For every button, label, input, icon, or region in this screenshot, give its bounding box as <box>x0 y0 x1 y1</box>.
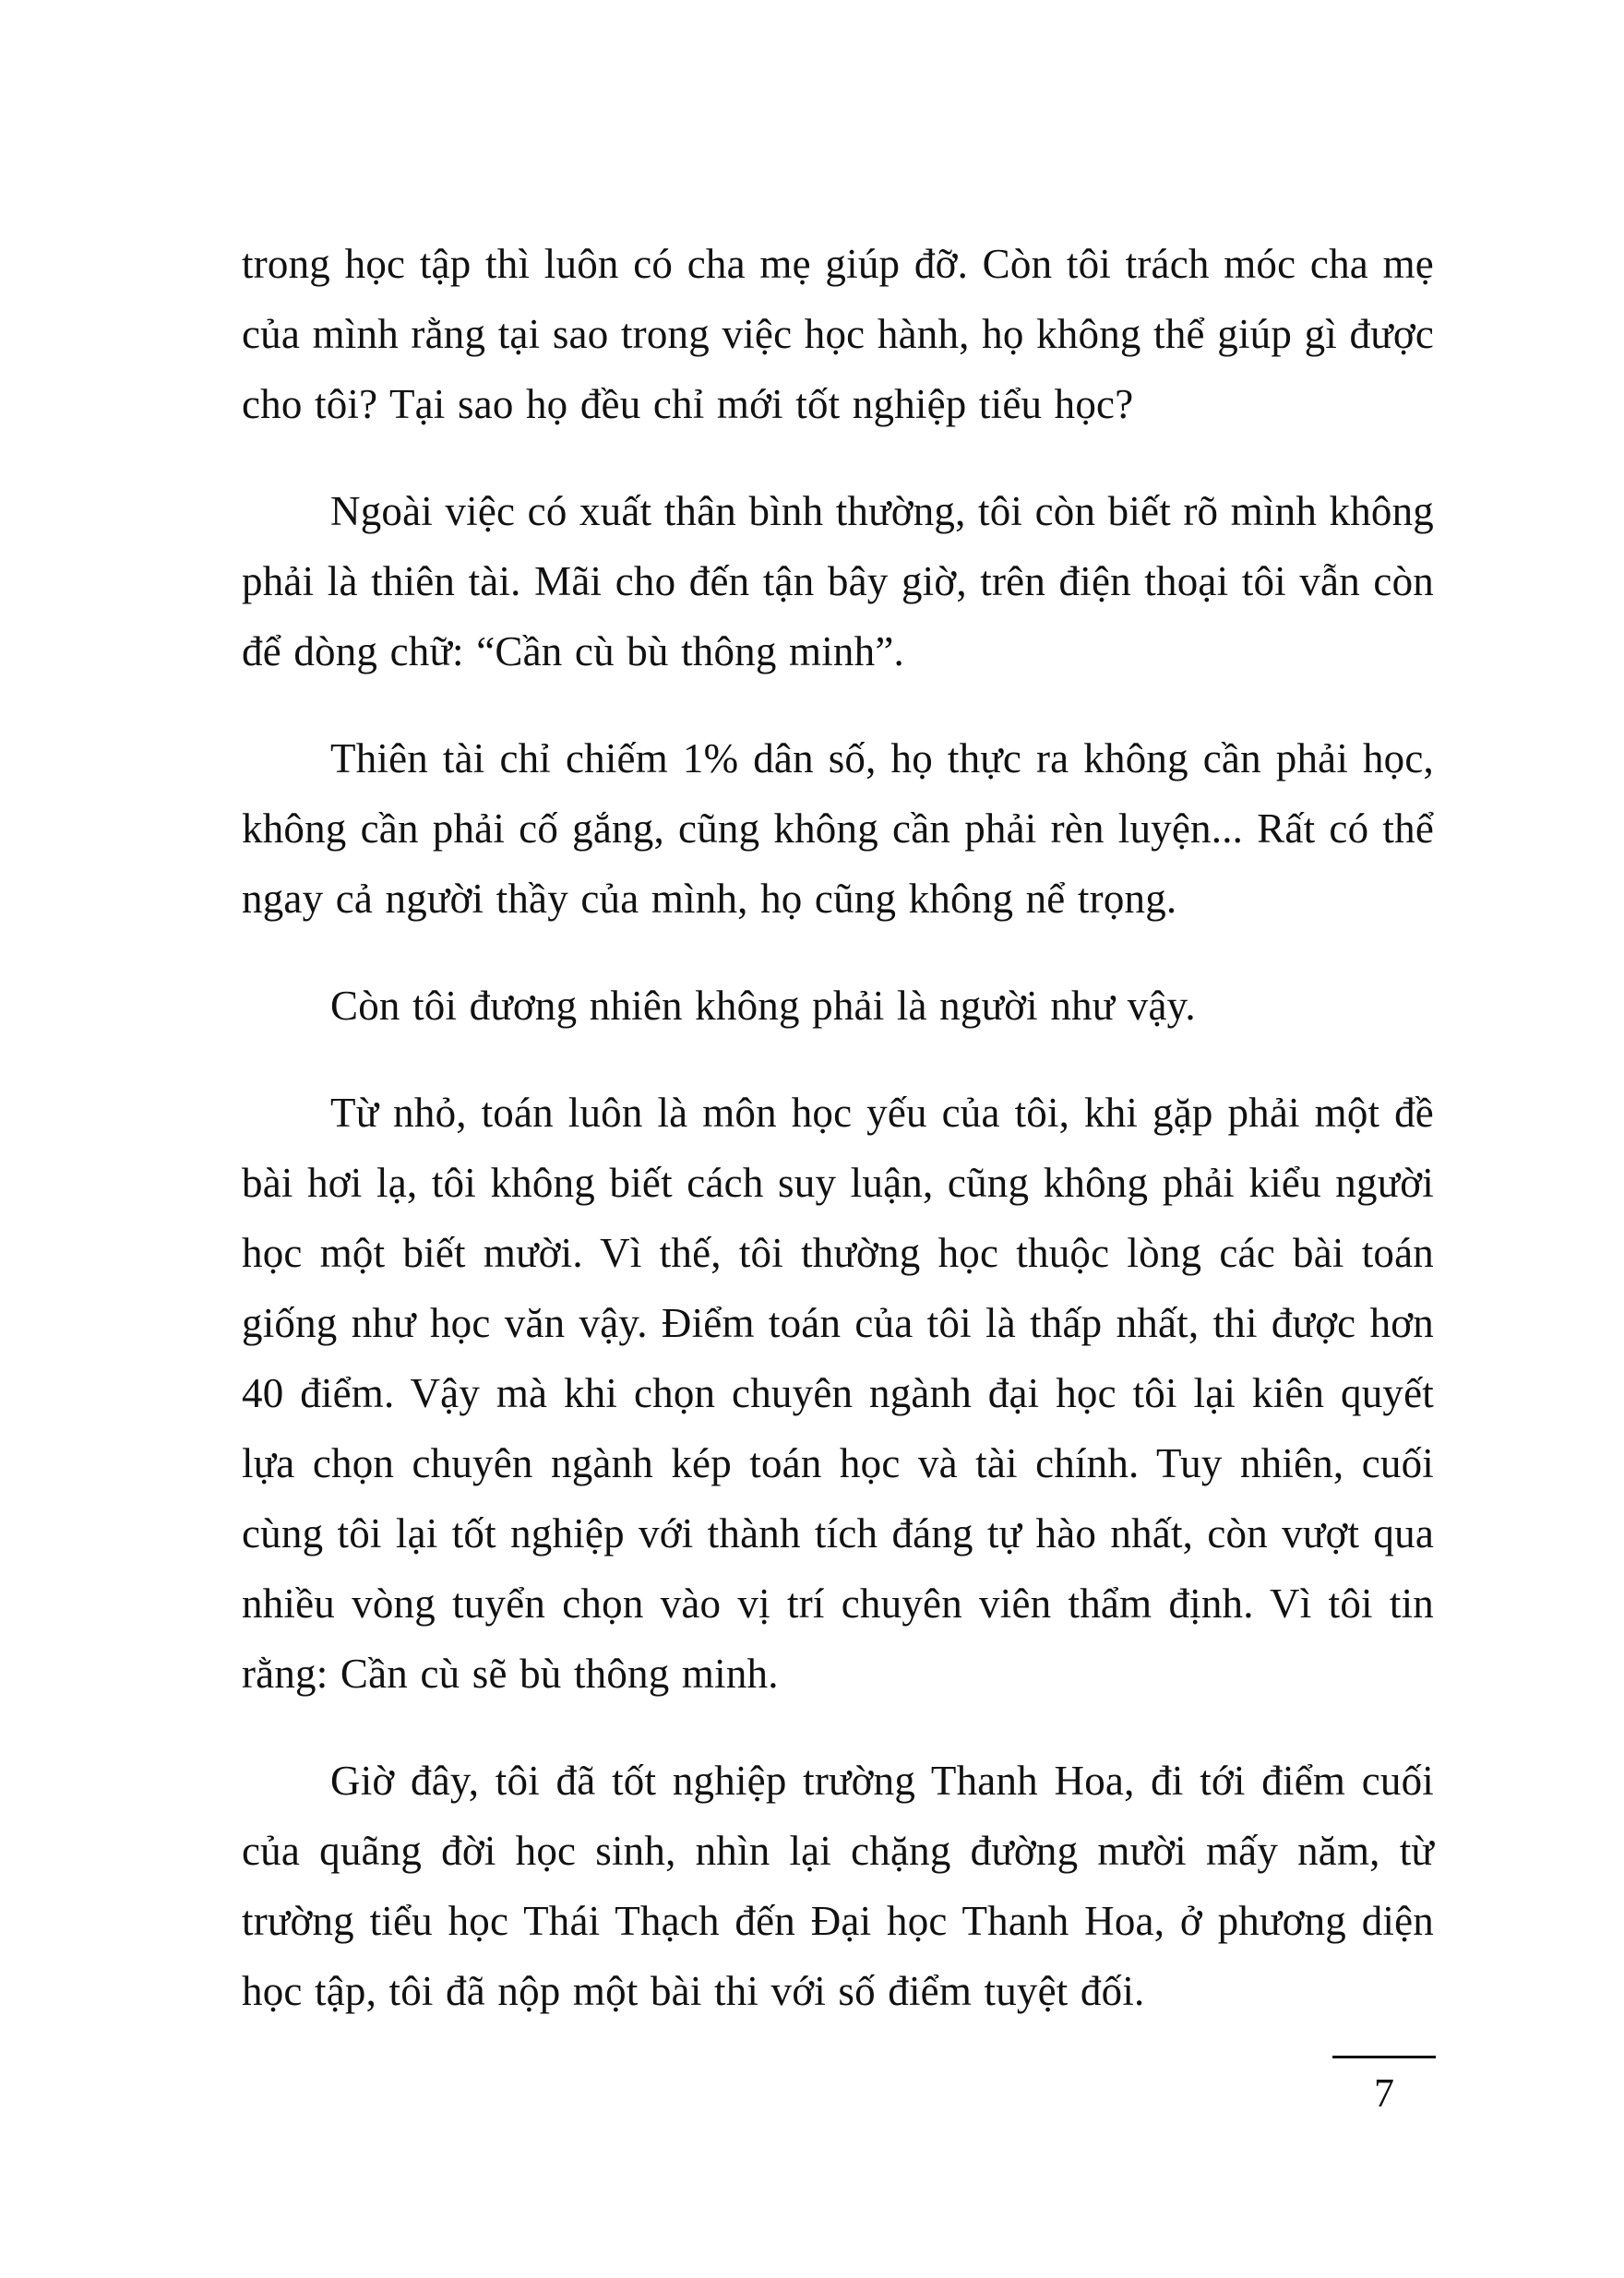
paragraph: Từ nhỏ, toán luôn là môn học yếu của tôi, khi gặp phải một đề bài hơi lạ, tôi không biết cách suy luận, cũng không phải kiểu người học một biết mười. Vì thế, tôi thường học thuộc lòng các bài toán giống như học văn vậy. Điểm toán của tôi là thấp nhất, thi được hơn 40 điểm. Vậy mà khi chọn chuyên ngành đại học tôi lại kiên quyết lựa chọn chuyên ngành kép toán học và tài chính. Tuy nhiên, cuối cùng tôi lại tốt nghiệp với thành tích đáng tự hào nhất, còn vượt qua nhiều vòng tuyển chọn vào vị trí chuyên viên thẩm định. Vì tôi tin rằng: Cần cù sẽ bù thông minh. <box>242 1090 1434 1697</box>
paragraph: Ngoài việc có xuất thân bình thường, tôi còn biết rõ mình không phải là thiên tài. Mãi cho đến tận bây giờ, trên điện thoại tôi vẫn còn để dòng chữ: “Cần cù bù thông minh”. <box>242 488 1434 674</box>
body-text <box>242 229 1434 2063</box>
footer-divider <box>1332 2056 1436 2058</box>
paragraph: Còn tôi đương nhiên không phải là người như vậy. <box>330 983 1196 1029</box>
paragraph: Giờ đây, tôi đã tốt nghiệp trường Thanh Hoa, đi tới điểm cuối của quãng đời học sinh, nhìn lại chặng đường mười mấy năm, từ trường tiểu học Thái Thạch đến Đại học Thanh Hoa, ở phương diện học tập, tôi đã nộp một bài thi với số điểm tuyệt đối. <box>242 1758 1434 2014</box>
paragraph: Thiên tài chỉ chiếm 1% dân số, họ thực ra không cần phải học, không cần phải cố gắng, cũng không cần phải rèn luyện... Rất có thể ngay cả người thầy của mình, họ cũng không nể trọng. <box>242 735 1434 922</box>
paragraph: trong học tập thì luôn có cha mẹ giúp đỡ. Còn tôi trách móc cha mẹ của mình rằng tại sao trong việc học hành, họ không thể giúp gì được cho tôi? Tại sao họ đều chỉ mới tốt nghiệp tiểu học? <box>242 241 1434 427</box>
page-number: 7 <box>1374 2070 1394 2116</box>
page-footer <box>1329 2056 1439 2116</box>
